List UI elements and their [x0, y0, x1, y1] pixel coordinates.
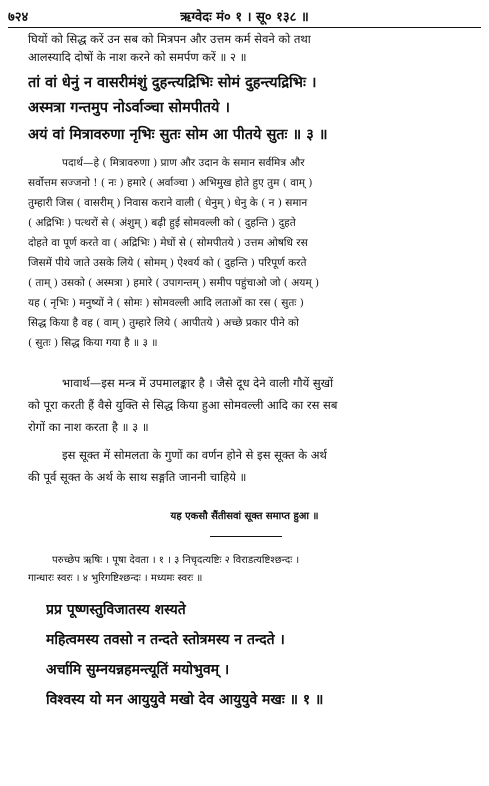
- page-reference: ऋग्वेदः मं० १ । सू० १३८ ॥: [180, 10, 309, 25]
- page-header: [8, 4, 481, 26]
- continuation-line: आलस्यादि दोषों के नाश करने को समर्पण करें ॥ २ ॥: [28, 50, 247, 64]
- padartha-line: तुम्हारी जिस ( वासरीम् ) निवास कराने वाली ( धेनुम् ) धेनु के ( न ) समान: [28, 197, 308, 209]
- next-sukta-intro: गान्धारः स्वरः । ४ भुरिगष्टिश्छन्दः । मध्यमः स्वरः ॥: [28, 573, 203, 584]
- padartha-line: यह ( नृभिः ) मनुष्यों ने ( सोमः ) सोमवल्ली आदि लताओं का रस ( सुतः ): [28, 297, 304, 309]
- colophon: यह एकसौ सैंतीसवां सूक्त समाप्त हुआ ॥: [170, 511, 319, 522]
- padartha-line: पदार्थ—हे ( मित्रावरुणा ) प्राण और उदान के समान सर्वमित्र और: [62, 157, 305, 169]
- next-mantra-line: अर्चामि सुम्नयन्नहमन्त्यूतिं मयोभुवम् ।: [46, 662, 230, 678]
- mantra-line: तां वां धेनुं न वासरीमंशुं दुहन्त्यद्रिभिः सोमं दुहन्त्यद्रिभिः ।: [28, 74, 317, 91]
- padartha-line: ( सुतः ) सिद्ध किया गया है ॥ ३ ॥: [28, 337, 158, 349]
- bhavartha-line: को पूरा करती हैं वैसे युक्ति से सिद्ध किया हुआ सोमवल्ली आदि का रस सब: [28, 398, 338, 412]
- header-rule: [8, 27, 481, 28]
- next-mantra-line: विश्वस्य यो मन आयुयुवे मखो देव आयुयुवे मखः ॥ १ ॥: [46, 692, 324, 708]
- padartha-line: ( अद्रिभिः ) पत्थरों से ( अंशुम् ) बढ़ी हुई सोमवल्ली को ( दुहन्ति ) दुहते: [28, 217, 296, 229]
- padartha-line: सिद्ध किया है वह ( वाम् ) तुम्हारे लिये ( आपीतये ) अच्छे प्रकार पीने को: [28, 317, 299, 329]
- next-mantra-line: प्रप्र पूष्णस्तुविजातस्य शस्यते: [46, 602, 186, 618]
- next-sukta-intro: परुच्छेप ऋषिः । पूषा देवता । १ । ३ निचृदत्यष्टिः २ विराडत्यष्टिश्छन्दः ।: [52, 555, 300, 566]
- padartha-line: सर्वोत्तम सज्जनो ! ( नः ) हमारे ( अर्वाञ्चा ) अभिमुख होते हुए तुम ( वाम् ): [28, 177, 313, 189]
- padartha-line: ( ताम् ) उसको ( अस्मत्रा ) हमारे ( उपागन्तम् ) समीप पहुंचाओ जो ( अयम् ): [28, 277, 320, 289]
- padartha-line: दोहते वा पूर्ण करते वा ( अद्रिभिः ) मेघों से ( सोमपीतये ) उत्तम ओषधि रस: [28, 237, 308, 249]
- padartha-line: जिसमें पीये जाते उसके लिये ( सोमम् ) ऐश्वर्य को ( दुहन्ति ) परिपूर्ण करते: [28, 257, 307, 269]
- mantra-line: अस्मत्रा गन्तमुप नोऽर्वाञ्चा सोमपीतये ।: [28, 99, 230, 116]
- summary-line: इस सूक्त में सोमलता के गुणों का वर्णन होने से इस सूक्त के अर्थ: [62, 448, 327, 462]
- separator-rule: [210, 536, 282, 537]
- continuation-line: घियों को सिद्ध करें उन सब को मित्रपन और उत्तम कर्म सेवने को तथा: [28, 32, 311, 46]
- next-mantra-line: महित्वमस्य तवसो न तन्दते स्तोत्रमस्य न तन्दते ।: [46, 632, 285, 648]
- mantra-line: अयं वां मित्रावरुणा नृभिः सुतः सोम आ पीतये सुतः ॥ ३ ॥: [28, 126, 328, 143]
- summary-line: की पूर्व सूक्त के अर्थ के साथ सङ्गति जाननी चाहिये ॥: [28, 470, 247, 484]
- bhavartha-line: भावार्थ—इस मन्त्र में उपमालङ्कार है । जैसे दूध देने वाली गौयें सुखों: [62, 376, 334, 390]
- bhavartha-line: रोगों का नाश करता है ॥ ३ ॥: [28, 420, 149, 434]
- page-number: ७२४: [8, 10, 29, 25]
